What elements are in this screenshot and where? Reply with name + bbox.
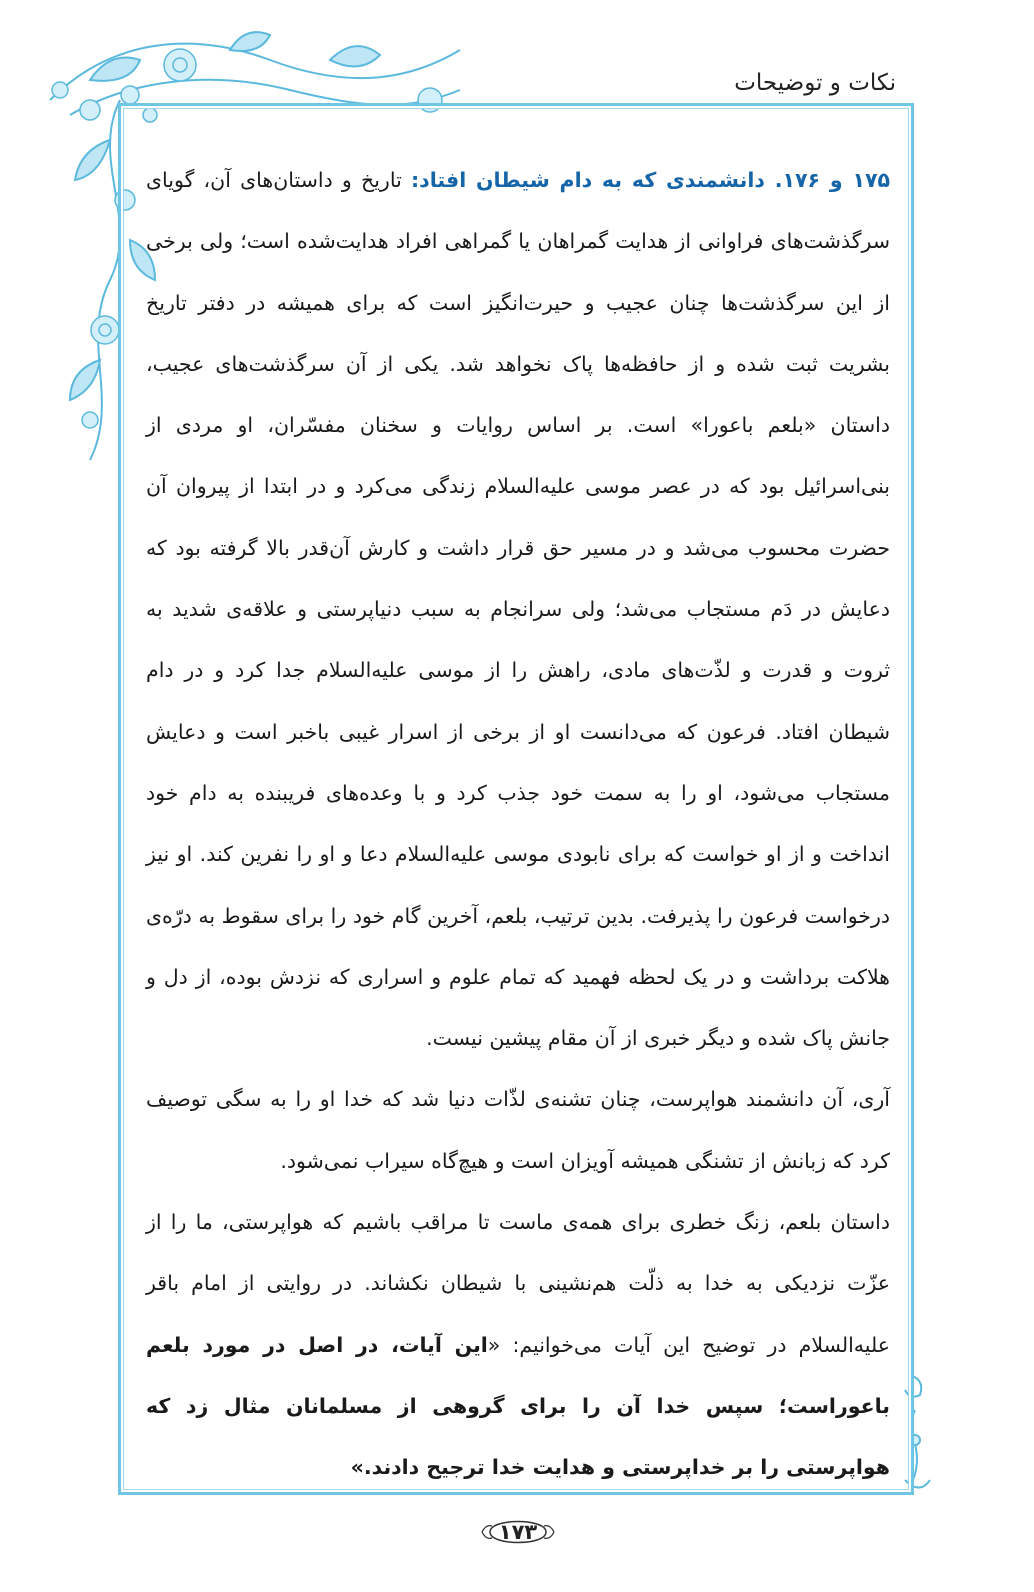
paragraph-2 [146,1069,890,1192]
hadith-quote: این آیات، در اصل در مورد بلعم باعوراست؛ سپس خدا آن را برای گروهی از مسلمانان مثال زد که هواپرستی را بر خداپرستی و هدایت خدا ترجیح دادند. [146,1332,890,1480]
section-heading: ۱۷۵ و ۱۷۶. دانشمندی که به دام شیطان افتاد: [410,168,890,192]
body-text [146,150,890,1480]
quote-close: » [350,1455,364,1480]
page-number: ۱۷۳ [498,1520,538,1544]
paragraph-1 [146,150,890,1069]
running-header: نکات و توضیحات [734,70,896,96]
paragraph-3 [146,1192,890,1498]
page-number-badge [478,1512,558,1552]
paragraph-3-text: داستان بلعم، زنگ خطری برای همه‌ی ماست تا مراقب باشیم که هواپرستی، ما را از عزّت نزدیکی به خدا به ذلّت هم‌نشینی با شیطان نکشاند. در روایتی از امام باقر علیه‌السلام در توضیح این آیات می‌خوانیم: « [146,1210,890,1357]
paragraph-1-text: تاریخ و داستان‌های آن، گویای سرگذشت‌های فراوانی از هدایت گمراهان یا گمراهی افراد هدایت‌شده است؛ ولی برخی از این سرگذشت‌ها چنان عجیب و حیرت‌انگیز است که برای همیشه در دفتر تاریخ بشریت ثبت شده و از حافظه‌ها پاک نخواهد شد. یکی از آن سرگذشت‌های عجیب، داستان «بلعم باعورا» است. بر اساس روایات و سخنان مفسّران، او مردی از بنی‌اسرائیل بود که در عصر موسی علیه‌السلام زندگی می‌کرد و در ابتدا از پیروان آن حضرت محسوب می‌شد و در مسیر حق قرار داشت و کارش آن‌قدر بالا گرفته بود که دعایش در دَم مستجاب می‌شد؛ ولی سرانجام به سبب دنیاپرستی و علاقه‌ی شدید به ثروت و قدرت و لذّت‌های مادی، راهش را از موسی علیه‌السلام جدا کرد و در دام شیطان افتاد. فرعون که می‌دانست او از برخی از اسرار غیبی باخبر است و دعایش مستجاب می‌شود، او را به سمت خود جذب کرد و با وعده‌های فریبنده به دام خود انداخت و از او خواست که برای نابودی موسی علیه‌السلام دعا و او را نفرین کند. او نیز درخواست فرعون را پذیرفت. بدین ترتیب، بلعم، آخرین گام خود را برای سقوط به درّه‌ی هلاکت برداشت و در یک لحظه فهمید که تمام علوم و اسراری که نزدش بوده، از دل و جانش پاک شده و دیگر خبری از آن مقام پیشین نیست. [146,168,890,1051]
paragraph-2-text: آری، آن دانشمند هواپرست، چنان تشنه‌ی لذّات دنیا شد که خدا او را به سگی توصیف کرد که زبانش از تشنگی همیشه آویزان است و هیچ‌گاه سیراب نمی‌شود. [146,1087,890,1173]
